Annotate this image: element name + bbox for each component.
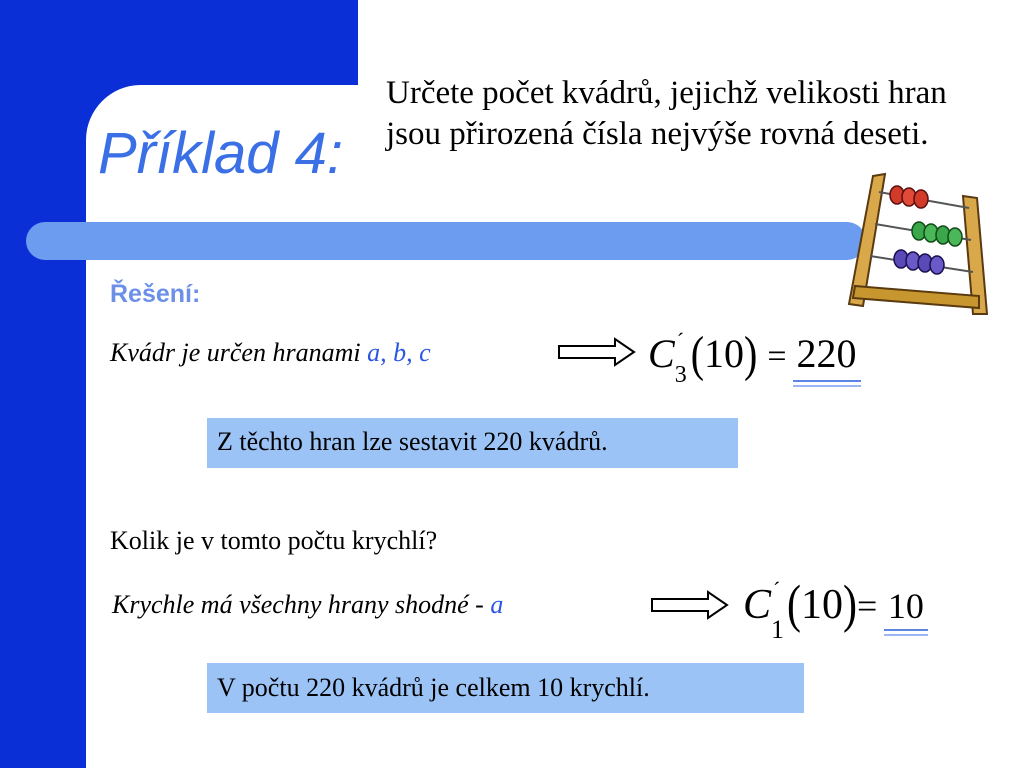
formula2-result-underline: [884, 629, 928, 636]
task-text: Určete počet kvádrů, jejichž velikosti hran jsou přirozená čísla nejvýše rovná deseti.: [386, 75, 947, 152]
header-divider-bar: [26, 222, 866, 260]
left-blue-bar: [0, 0, 86, 768]
formula1-symbol: C: [648, 331, 675, 376]
cuboid-count-box: Z těchto hran lze sestavit 220 kvádrů.: [207, 418, 738, 468]
combination-formula-1: [648, 325, 857, 388]
cube-count-box: V počtu 220 kvádrů je celkem 10 krychlí.: [207, 663, 804, 713]
formula1-result-underline: [793, 380, 861, 387]
double-arrow-right-icon: [557, 336, 637, 368]
cube-definition-line: [112, 590, 503, 620]
cuboid-definition-line: [110, 338, 431, 368]
formula2-prime: ´: [773, 577, 781, 602]
formula2-subscript: 1: [771, 615, 785, 644]
formula1-prime: ´: [676, 328, 685, 353]
formula1-equals: =: [767, 338, 787, 375]
combination-formula-2: [743, 576, 924, 644]
cuboid-edges-variables: a, b, c: [367, 338, 431, 367]
abacus-icon: [845, 168, 995, 318]
formula1-subscript: 3: [674, 362, 687, 388]
cube-question: Kolik je v tomto počtu krychlí?: [110, 526, 438, 555]
solution-label: Řešení:: [110, 280, 201, 308]
double-arrow-right-icon: [650, 589, 730, 621]
formula2-symbol: C: [743, 582, 772, 628]
formula1-open-paren: (: [690, 325, 705, 382]
cube-edge-variable: a: [490, 590, 504, 619]
cuboid-definition-text: Kvádr je určen hranami: [110, 338, 368, 367]
formula1-close-paren: ): [744, 325, 758, 382]
formula2-close-paren: ): [843, 576, 858, 634]
formula1-result: 220: [796, 331, 857, 376]
formula2-argument: 10: [801, 582, 844, 628]
formula2-open-paren: (: [787, 576, 802, 634]
formula2-equals: =: [857, 586, 878, 626]
slide-title: Příklad 4:: [98, 121, 343, 186]
formula2-result: 10: [887, 586, 924, 626]
cube-definition-text: Krychle má všechny hrany shodné -: [112, 590, 491, 619]
formula1-argument: 10: [704, 331, 745, 376]
